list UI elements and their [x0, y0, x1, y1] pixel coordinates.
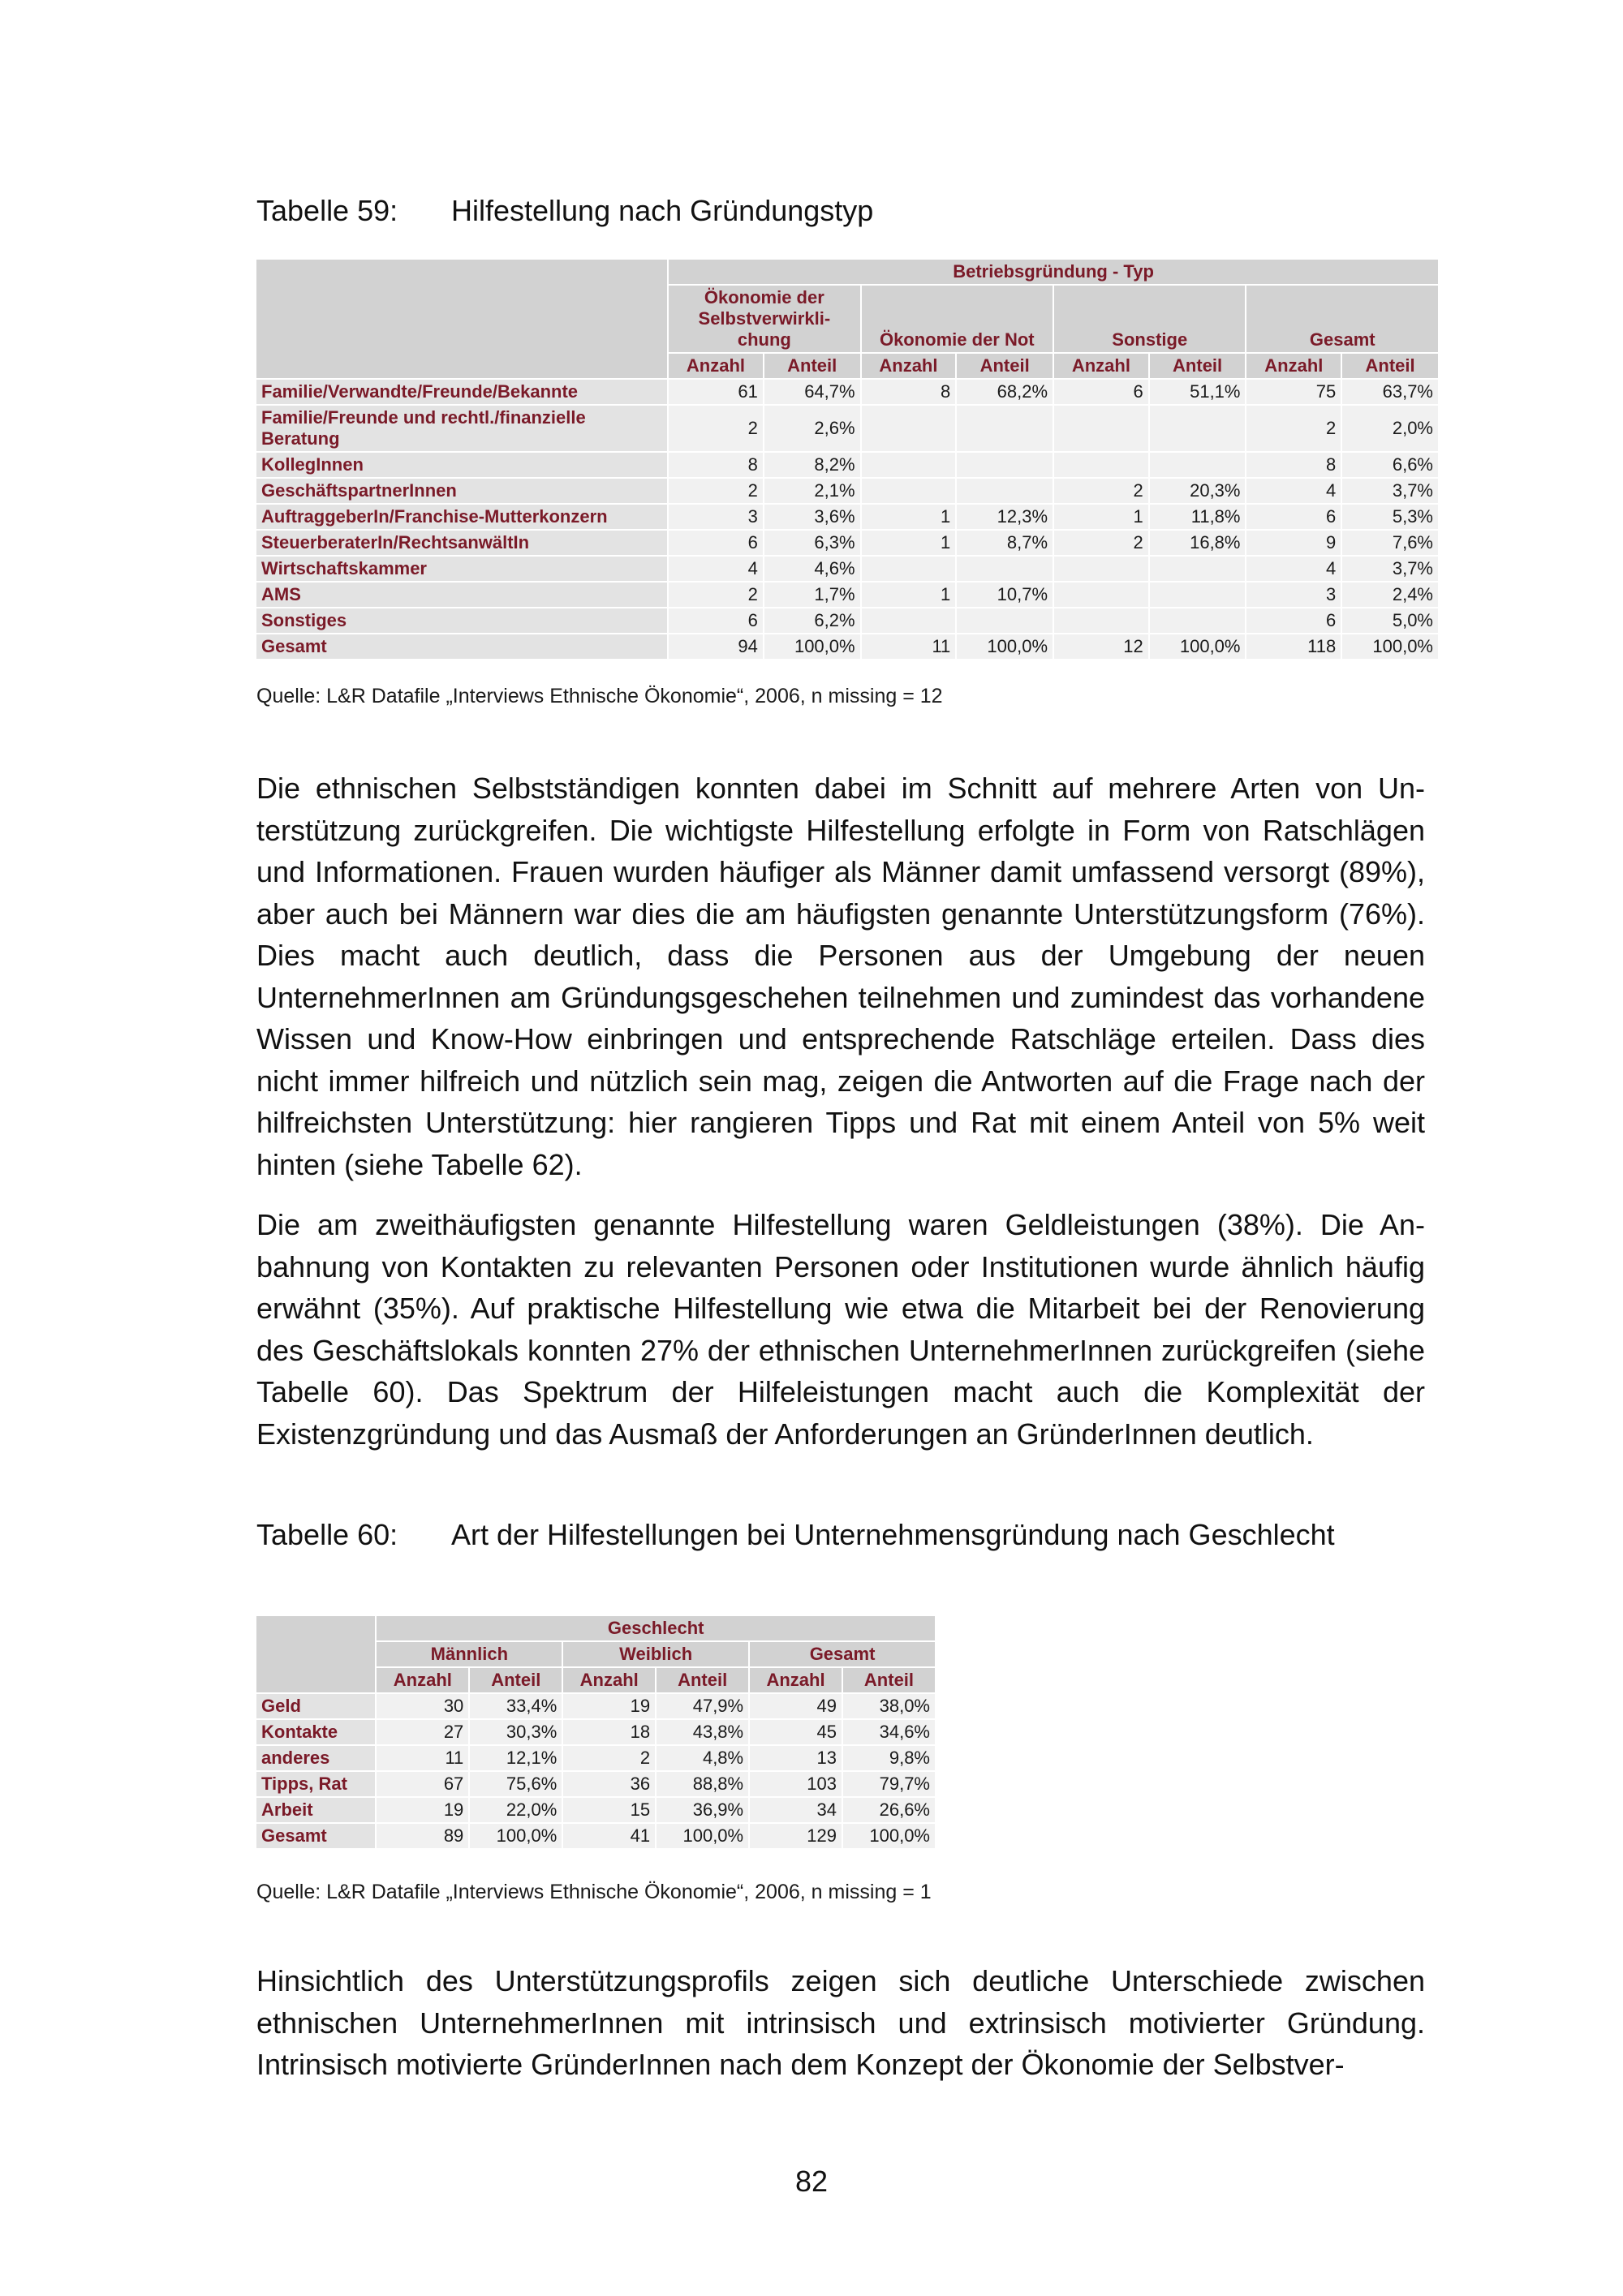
table-60-col-anteil: Anteil: [657, 1668, 748, 1692]
table-cell: 6,2%: [764, 608, 860, 633]
row-label: Tipps, Rat: [256, 1772, 375, 1796]
body-paragraph-1: Die ethnischen Selbstständigen konnten dabei im Schnitt auf mehrere Arten von Unterstützung zurückgreifen. Die wichtigste Hilfestellung erfolgte in Form von Ratschlägen und Informationen. Frauen wurden häufiger als Männer damit umfassend versorgt (89%), aber auch bei Männern war dies die am häufigsten genannte Unterstützungsform (76%). Dies macht auch deutlich, dass die Personen aus der Umgebung der neuen UnternehmerInnen am Gründungsgeschehen teilnehmen und zumindest das vorhandene Wissen und Know-How einbringen und entsprechende Ratschläge erteilen. Dass dies nicht immer hilfreich und nützlich sein mag, zeigen die Antworten auf die Frage nach der hilfreichsten Unterstützung: hier rangieren Tipps und Rat mit einem Anteil von 5% weit hinten (siehe Tabelle 62).: [256, 772, 1425, 1181]
table-cell: 6: [1054, 380, 1148, 404]
table-60-group-header: Geschlecht: [377, 1616, 935, 1640]
body-paragraph-2: Die am zweithäufigsten genannte Hilfestellung waren Geldleistungen (38%). Die Anbahnung von Kontakten zu relevanten Personen oder Institutionen wurde ähnlich häufig erwähnt (35%). Auf praktische Hilfestellung wie etwa die Mitarbeit bei der Renovierung des Geschäftslokals konnten 27% der ethnischen UnternehmerInnen zurückgreifen (siehe Tabelle 60). Das Spektrum der Hilfeleistungen macht auch die Komplexität der Existenzgründung und das Ausmaß der Anforderungen an GründerInnen deutlich.: [256, 1208, 1425, 1451]
table-cell: 4,6%: [764, 557, 860, 581]
table-cell: 2,6%: [764, 406, 860, 451]
table-59-col-anteil: Anteil: [764, 354, 860, 378]
table-cell: [957, 557, 1053, 581]
row-label: AMS: [256, 583, 667, 607]
table-cell: 1: [862, 505, 956, 529]
table-cell: 6: [1246, 505, 1341, 529]
table-cell: 9: [1246, 531, 1341, 555]
table-cell: 6: [1246, 608, 1341, 633]
table-cell: 67: [377, 1772, 468, 1796]
row-label: Gesamt: [256, 1824, 375, 1848]
table-cell: 100,0%: [957, 634, 1053, 659]
table-cell: 10,7%: [957, 583, 1053, 607]
table-59: [255, 258, 1440, 660]
row-label: AuftraggeberIn/Franchise-Mutterkonzern: [256, 505, 667, 529]
table-cell: [1150, 453, 1246, 477]
table-cell: 64,7%: [764, 380, 860, 404]
table-cell: 6: [669, 531, 763, 555]
table-59-col-anteil: Anteil: [1342, 354, 1438, 378]
table-60-col-anzahl: Anzahl: [563, 1668, 655, 1692]
table-cell: 8,7%: [957, 531, 1053, 555]
table-cell: 3,7%: [1342, 557, 1438, 581]
table-row: [256, 1824, 935, 1848]
table-cell: 1: [1054, 505, 1148, 529]
table-59-col-anteil: Anteil: [1150, 354, 1246, 378]
table-row: [256, 479, 1438, 503]
table-cell: 18: [563, 1720, 655, 1744]
table-cell: 11: [862, 634, 956, 659]
table-cell: [1054, 608, 1148, 633]
table-cell: [957, 453, 1053, 477]
table-59-col-anzahl: Anzahl: [1054, 354, 1148, 378]
table-cell: [1150, 406, 1246, 451]
table-cell: 8,2%: [764, 453, 860, 477]
table-cell: 79,7%: [843, 1772, 935, 1796]
table-cell: [862, 406, 956, 451]
table-cell: 19: [563, 1694, 655, 1718]
table-59-col-group: Gesamt: [1246, 286, 1438, 352]
table-59-col-group: Ökonomie der Not: [862, 286, 1053, 352]
table-cell: 2,1%: [764, 479, 860, 503]
table-cell: [862, 453, 956, 477]
table-row: [256, 583, 1438, 607]
table-cell: 20,3%: [1150, 479, 1246, 503]
table-cell: 4: [669, 557, 763, 581]
table-59-col-group: Sonstige: [1054, 286, 1245, 352]
body-paragraph-3: Hinsichtlich des Unterstützungsprofils zeigen sich deutliche Unterschiede zwischen ethnischen UnternehmerInnen mit intrinsisch und extrinsisch motivierter Gründung. Intrinsisch motivierte GründerInnen nach dem Konzept der Ökonomie der Selbstver-: [256, 1964, 1425, 2081]
table-cell: 4: [1246, 557, 1341, 581]
table-cell: 88,8%: [657, 1772, 748, 1796]
table-cell: 8: [862, 380, 956, 404]
table-60-col-anzahl: Anzahl: [377, 1668, 468, 1692]
table-cell: 118: [1246, 634, 1341, 659]
table-cell: 2: [669, 583, 763, 607]
table-cell: [1054, 583, 1148, 607]
table-cell: 38,0%: [843, 1694, 935, 1718]
table-row: [256, 1694, 935, 1718]
table-row: [256, 531, 1438, 555]
table-cell: 5,0%: [1342, 608, 1438, 633]
table-cell: 2: [1246, 406, 1341, 451]
table-cell: 45: [750, 1720, 842, 1744]
row-label: Gesamt: [256, 634, 667, 659]
table-cell: 8: [669, 453, 763, 477]
table-cell: 30,3%: [470, 1720, 562, 1744]
table-cell: 34,6%: [843, 1720, 935, 1744]
table-cell: 2: [1054, 531, 1148, 555]
table-cell: [862, 479, 956, 503]
table-cell: [1054, 557, 1148, 581]
table-59-col-anzahl: Anzahl: [669, 354, 763, 378]
table-cell: 3,7%: [1342, 479, 1438, 503]
table-row: [256, 608, 1438, 633]
table-cell: 1: [862, 531, 956, 555]
table-60-title: Art der Hilfestellungen bei Unternehmensgründung nach Geschlecht: [451, 1518, 1335, 1551]
table-59-corner: [256, 260, 667, 378]
table-cell: 1: [862, 583, 956, 607]
table-59-group-header: Betriebsgründung - Typ: [669, 260, 1438, 284]
table-cell: 100,0%: [764, 634, 860, 659]
table-cell: 12: [1054, 634, 1148, 659]
table-row: [256, 453, 1438, 477]
table-cell: 2: [563, 1746, 655, 1770]
row-label: Familie/Freunde und rechtl./finanzielle Beratung: [256, 406, 667, 451]
table-59-caption: [256, 190, 1433, 232]
table-cell: [1054, 453, 1148, 477]
row-label: anderes: [256, 1746, 375, 1770]
table-cell: 100,0%: [1150, 634, 1246, 659]
table-row: [256, 634, 1438, 659]
table-cell: [1150, 608, 1246, 633]
table-cell: [957, 406, 1053, 451]
row-label: SteuerberaterIn/RechtsanwältIn: [256, 531, 667, 555]
table-cell: [1150, 583, 1246, 607]
table-59-col-anzahl: Anzahl: [1246, 354, 1341, 378]
table-cell: 103: [750, 1772, 842, 1796]
table-cell: 7,6%: [1342, 531, 1438, 555]
table-cell: 34: [750, 1798, 842, 1822]
table-cell: 8: [1246, 453, 1341, 477]
table-cell: 6,3%: [764, 531, 860, 555]
table-60-col-anteil: Anteil: [843, 1668, 935, 1692]
table-cell: [862, 557, 956, 581]
row-label: Arbeit: [256, 1798, 375, 1822]
table-cell: 36,9%: [657, 1798, 748, 1822]
table-cell: 4,8%: [657, 1746, 748, 1770]
table-59-label: Tabelle 59:: [256, 194, 398, 227]
table-cell: [957, 479, 1053, 503]
table-cell: [1054, 406, 1148, 451]
table-row: [256, 1772, 935, 1796]
table-cell: 100,0%: [1342, 634, 1438, 659]
table-cell: 129: [750, 1824, 842, 1848]
row-label: Kontakte: [256, 1720, 375, 1744]
table-59-col-group: Ökonomie der Selbstverwirkli-chung: [669, 286, 859, 352]
row-label: KollegInnen: [256, 453, 667, 477]
table-cell: 49: [750, 1694, 842, 1718]
table-cell: [957, 608, 1053, 633]
table-cell: 75: [1246, 380, 1341, 404]
table-row: [256, 380, 1438, 404]
table-cell: 94: [669, 634, 763, 659]
table-cell: 43,8%: [657, 1720, 748, 1744]
table-cell: 63,7%: [1342, 380, 1438, 404]
row-label: Familie/Verwandte/Freunde/Bekannte: [256, 380, 667, 404]
table-59-col-anteil: Anteil: [957, 354, 1053, 378]
table-59-col-anzahl: Anzahl: [862, 354, 956, 378]
table-row: [256, 1720, 935, 1744]
table-cell: 22,0%: [470, 1798, 562, 1822]
row-label: Sonstiges: [256, 608, 667, 633]
table-cell: 36: [563, 1772, 655, 1796]
table-cell: 75,6%: [470, 1772, 562, 1796]
table-cell: 30: [377, 1694, 468, 1718]
table-cell: 11,8%: [1150, 505, 1246, 529]
table-60-label: Tabelle 60:: [256, 1518, 398, 1551]
table-cell: 47,9%: [657, 1694, 748, 1718]
row-label: Wirtschaftskammer: [256, 557, 667, 581]
table-row: [256, 557, 1438, 581]
table-cell: 51,1%: [1150, 380, 1246, 404]
table-cell: 2: [669, 479, 763, 503]
table-59-source: Quelle: L&R Datafile „Interviews Ethnische Ökonomie“, 2006, n missing = 12: [256, 685, 943, 707]
table-cell: 100,0%: [843, 1824, 935, 1848]
table-cell: 15: [563, 1798, 655, 1822]
table-cell: 100,0%: [657, 1824, 748, 1848]
row-label: Geld: [256, 1694, 375, 1718]
table-cell: 9,8%: [843, 1746, 935, 1770]
table-60: [255, 1615, 936, 1850]
table-60-col-group: Männlich: [377, 1642, 562, 1666]
table-60-col-anzahl: Anzahl: [750, 1668, 842, 1692]
table-cell: 16,8%: [1150, 531, 1246, 555]
table-cell: 26,6%: [843, 1798, 935, 1822]
table-cell: 19: [377, 1798, 468, 1822]
table-cell: 4: [1246, 479, 1341, 503]
table-cell: 11: [377, 1746, 468, 1770]
table-cell: 3,6%: [764, 505, 860, 529]
table-cell: 2,0%: [1342, 406, 1438, 451]
table-cell: 12,1%: [470, 1746, 562, 1770]
table-cell: 100,0%: [470, 1824, 562, 1848]
table-row: [256, 1746, 935, 1770]
table-cell: 2: [1054, 479, 1148, 503]
table-cell: 27: [377, 1720, 468, 1744]
table-row: [256, 1798, 935, 1822]
table-cell: 2,4%: [1342, 583, 1438, 607]
page-number: 82: [794, 2165, 829, 2198]
table-cell: 61: [669, 380, 763, 404]
table-cell: [862, 608, 956, 633]
table-60-corner: [256, 1616, 375, 1692]
table-cell: 41: [563, 1824, 655, 1848]
table-cell: 6,6%: [1342, 453, 1438, 477]
row-label: GeschäftspartnerInnen: [256, 479, 667, 503]
table-60-caption: [256, 1514, 1433, 1598]
table-60-source: Quelle: L&R Datafile „Interviews Ethnische Ökonomie“, 2006, n missing = 1: [256, 1881, 932, 1903]
table-cell: 3: [669, 505, 763, 529]
table-60-col-group: Weiblich: [563, 1642, 748, 1666]
table-cell: 12,3%: [957, 505, 1053, 529]
table-60-col-anteil: Anteil: [470, 1668, 562, 1692]
table-cell: 1,7%: [764, 583, 860, 607]
table-60-col-group: Gesamt: [750, 1642, 935, 1666]
table-cell: [1150, 557, 1246, 581]
table-60-body: [256, 1694, 935, 1848]
table-cell: 13: [750, 1746, 842, 1770]
table-cell: 5,3%: [1342, 505, 1438, 529]
table-row: [256, 505, 1438, 529]
table-cell: 3: [1246, 583, 1341, 607]
table-59-body: [256, 380, 1438, 659]
table-cell: 68,2%: [957, 380, 1053, 404]
table-row: [256, 406, 1438, 451]
table-cell: 33,4%: [470, 1694, 562, 1718]
table-cell: 6: [669, 608, 763, 633]
table-59-title: Hilfestellung nach Gründungstyp: [451, 194, 874, 227]
table-cell: 89: [377, 1824, 468, 1848]
table-cell: 2: [669, 406, 763, 451]
